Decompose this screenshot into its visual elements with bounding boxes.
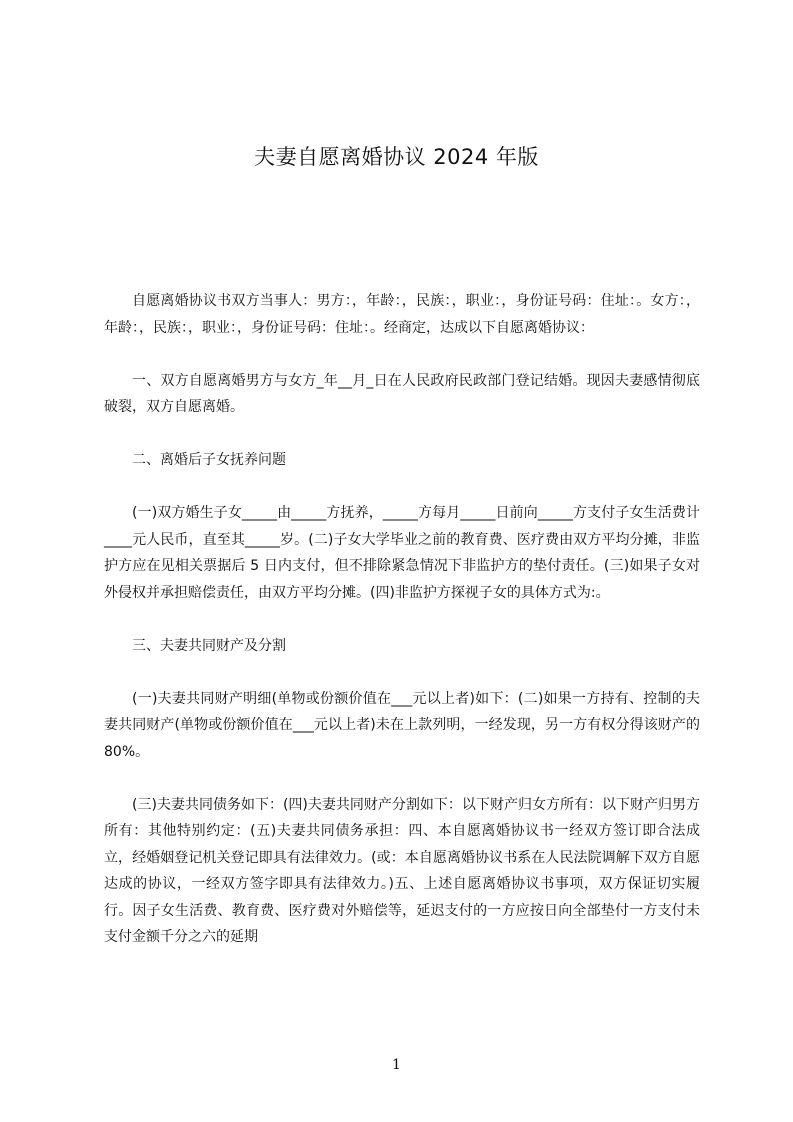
document-body bbox=[104, 288, 700, 951]
paragraph-debts-and-effect: (三)夫妻共同债务如下：(四)夫妻共同财产分割如下：以下财产归女方所有：以下财产归男方所有：其他特别约定：(五)夫妻共同债务承担：四、本自愿离婚协议书一经双方签订即合法成立，经婚姻登记机关登记即具有法律效力。(或：本自愿离婚协议书系在人民法院调解下双方自愿达成的协议，一经双方签字即具有法律效力。)五、上述自愿离婚协议书事项，双方保证切实履行。因子女生活费、教育费、医疗费对外赔偿等，延迟支付的一方应按日向全部垫付一方支付未支付金额千分之六的延期 bbox=[104, 796, 700, 945]
paragraph-clause-1: 一、双方自愿离婚男方与女方_年__月_日在人民政府民政部门登记结婚。现因夫妻感情彻底破裂，双方自愿离婚。 bbox=[104, 372, 700, 415]
paragraph-gap bbox=[104, 421, 700, 448]
paragraph-gap bbox=[104, 474, 700, 501]
paragraph-gap bbox=[104, 659, 700, 686]
paragraph-gap bbox=[104, 606, 700, 633]
page-number: 1 bbox=[392, 1057, 401, 1073]
paragraph-gap bbox=[104, 765, 700, 792]
document-title: 夫妻自愿离婚协议 2024 年版 bbox=[254, 145, 539, 169]
section-heading-property: 三、夫妻共同财产及分割 bbox=[132, 637, 286, 654]
section-heading-child-custody: 二、离婚后子女抚养问题 bbox=[132, 452, 286, 468]
paragraph-gap bbox=[104, 341, 700, 368]
paragraph-property-list: (一)夫妻共同财产明细(单物或份额价值在___元以上者)如下：(二)如果一方持有、控制的夫妻共同财产(单物或份额价值在___元以上者)未在上款列明，一经发现，另一方有权分得该财产的 80%。 bbox=[104, 690, 700, 760]
paragraph-parties: 自愿离婚协议书双方当事人：男方：，年龄：，民族：，职业：，身份证号码：住址：。女方：，年龄：，民族：，职业：，身份证号码：住址：。经商定，达成以下自愿离婚协议： bbox=[104, 293, 700, 336]
paragraph-child-custody: (一)双方婚生子女_____由_____方抚养，_____方每月_____日前向_____方支付子女生活费计____元人民币，直至其_____岁。(二)子女大学毕业之前的教育费、医疗费由双方平均分摊，非监护方应在见相关票据后 5 日内支付，但不排除紧急情况下非监护方的垫付责任。(三)如果子女对外侵权并承担赔偿责任，由双方平均分摊。(四)非监护方探视子女的具体方式为:。 bbox=[104, 505, 700, 601]
